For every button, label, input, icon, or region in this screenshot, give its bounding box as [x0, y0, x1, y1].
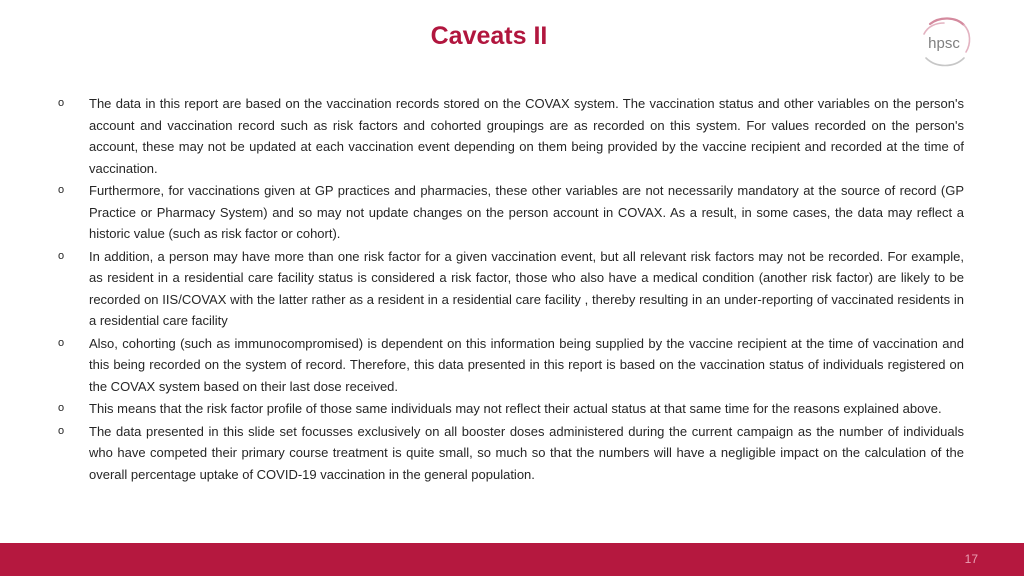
bullet-circle-icon: o — [58, 97, 65, 109]
slide-title: Caveats II — [430, 22, 548, 50]
page-number: 17 — [964, 552, 978, 566]
bullet-text: Furthermore, for vaccinations given at GP practices and pharmacies, these other variables are not necessarily mandatory at the source of record (GP Practice or Pharmacy System) and so may not update changes on the person account in COVAX. As a result, in some cases, the data may reflect a historic value (such as risk factor or cohort). — [89, 183, 964, 241]
bullet-item — [58, 246, 964, 332]
bullet-circle-icon: o — [58, 424, 65, 437]
bullet-text: This means that the risk factor profile of those same individuals may not reflect their actual status at that same time for the reasons explained above. — [89, 401, 942, 416]
logo-text: hpsc — [928, 35, 960, 52]
bullet-item — [58, 333, 964, 398]
hpsc-logo — [914, 14, 974, 70]
bullet-text: The data in this report are based on the vaccination records stored on the COVAX system. The vaccination status and other variables on the person's account and vaccination record such as risk factors and cohorted groupings are as recorded on this system. For values recorded on the person's account, these may not be updated at each vaccination event depending on them being provided by the vaccine recipient and recorded at the time of vaccination. — [89, 96, 964, 176]
bullet-text: Also, cohorting (such as immunocompromised) is dependent on this information being supplied by the vaccine recipient at the time of vaccination and this being recorded on the system of record. Therefore, this data presented in this report is based on the vaccination status of individuals registered on the COVAX system based on their last dose received. — [89, 335, 964, 394]
bullet-circle-icon: o — [58, 249, 65, 262]
bullet-circle-icon: o — [58, 336, 65, 349]
bullet-item — [58, 180, 964, 245]
footer-bar — [0, 543, 1024, 576]
bullet-item — [58, 421, 964, 486]
bullet-circle-icon: o — [58, 402, 65, 414]
bullet-circle-icon: o — [58, 184, 65, 196]
caveats-bullet-list — [58, 93, 964, 486]
bullet-item — [58, 398, 964, 420]
bullet-item — [58, 93, 964, 179]
bullet-text: The data presented in this slide set focusses exclusively on all booster doses administered during the current campaign as the number of individuals who have competed their primary course treatment is quite small, so much so that the numbers will have a negligible impact on the calculation of the overall percentage uptake of COVID-19 vaccination in the general population. — [89, 423, 964, 482]
bullet-text: In addition, a person may have more than one risk factor for a given vaccination event, but all relevant risk factors may not be recorded. For example, as resident in a residential care facility status is considered a risk factor, those who also have a medical condition (another risk factor) are likely to be recorded on IIS/COVAX with the latter rather as a resident in a residential care facility , thereby resulting in an under-reporting of vaccinated residents in a residential care facility — [89, 248, 964, 328]
